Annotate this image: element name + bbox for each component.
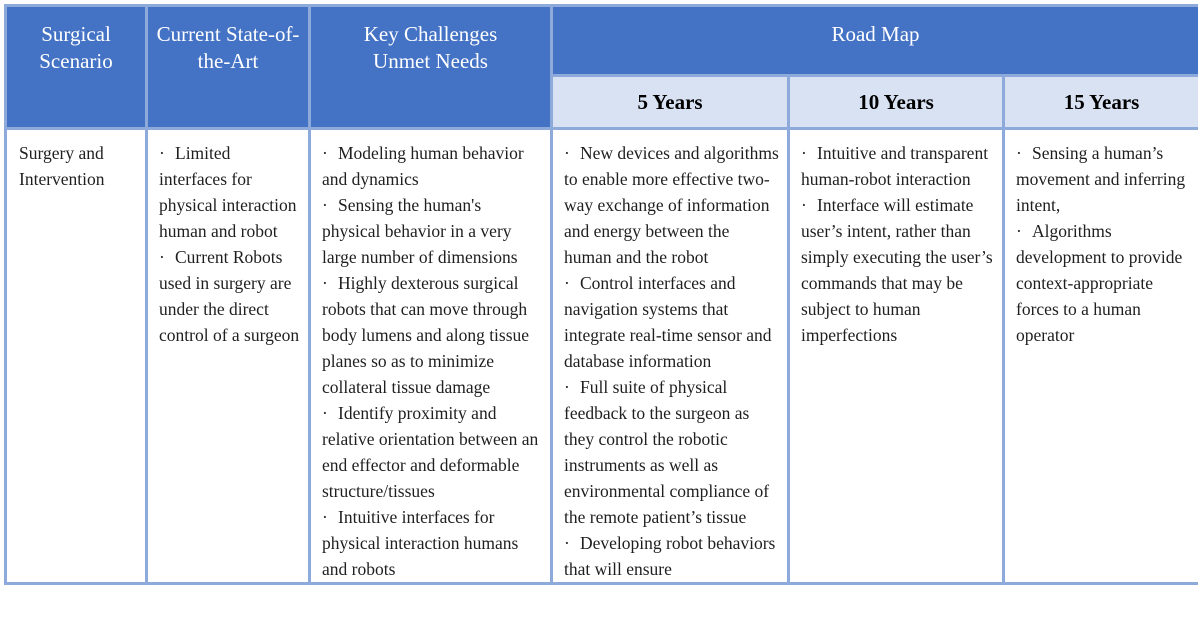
- bullet-icon: ·: [159, 143, 165, 163]
- bullet-icon: ·: [564, 143, 570, 163]
- cell-challenges: [310, 129, 552, 584]
- list-item: · Sensing the human's physical behavior in a very large number of dimensions: [322, 192, 542, 270]
- list-item: · Intuitive and transparent human-robot interaction: [801, 140, 994, 192]
- cell-scenario: Surgery and Intervention: [6, 129, 147, 584]
- header-surgical-scenario: Surgical Scenario: [6, 6, 147, 129]
- list-item: · Algorithms development to provide context-appropriate forces to a human operator: [1016, 218, 1190, 348]
- cell-5-years: [552, 129, 789, 584]
- header-15-years: 15 Years: [1004, 76, 1199, 129]
- bullet-icon: ·: [159, 247, 165, 267]
- bullet-icon: ·: [1016, 143, 1022, 163]
- bullet-icon: ·: [564, 273, 570, 293]
- list-item: · Modeling human behavior and dynamics: [322, 140, 542, 192]
- bullet-icon: ·: [322, 143, 328, 163]
- list-item: · Identify proximity and relative orientation between an end effector and deformable structure/tissues: [322, 400, 542, 504]
- list-item: · Interface will estimate user’s intent, rather than simply executing the user’s commands that may be subject to human imperfections: [801, 192, 994, 348]
- list-item: · Intuitive interfaces for physical interaction humans and robots: [322, 504, 542, 582]
- table-row: [6, 129, 1199, 584]
- bullet-icon: ·: [322, 195, 328, 215]
- header-5-years: 5 Years: [552, 76, 789, 129]
- bullet-icon: ·: [564, 377, 570, 397]
- cell-state-of-art: [147, 129, 310, 584]
- list-item: · Highly dexterous surgical robots that can move through body lumens and along tissue planes so as to minimize collateral tissue damage: [322, 270, 542, 400]
- roadmap-table: [4, 4, 1198, 585]
- header-current-state: Current State-of-the-Art: [147, 6, 310, 129]
- list-item: · Control interfaces and navigation systems that integrate real-time sensor and database information: [564, 270, 779, 374]
- list-item: · Sensing a human’s movement and inferring intent,: [1016, 140, 1190, 218]
- bullet-icon: ·: [322, 507, 328, 527]
- header-10-years: 10 Years: [789, 76, 1004, 129]
- bullet-icon: ·: [322, 273, 328, 293]
- header-key-challenges: Key Challenges Unmet Needs: [310, 6, 552, 129]
- bullet-icon: ·: [801, 143, 807, 163]
- cell-15-years: [1004, 129, 1199, 584]
- bullet-icon: ·: [1016, 221, 1022, 241]
- bullet-icon: ·: [322, 403, 328, 423]
- list-item: · Current Robots used in surgery are under the direct control of a surgeon: [159, 244, 300, 348]
- list-item: · Full suite of physical feedback to the surgeon as they control the robotic instruments as well as environmental compliance of the remote patient’s tissue: [564, 374, 779, 530]
- bullet-icon: ·: [564, 533, 570, 553]
- list-item: · New devices and algorithms to enable more effective two-way exchange of information and energy between the human and the robot: [564, 140, 779, 270]
- list-item: · Developing robot behaviors that will ensure: [564, 530, 779, 582]
- cell-10-years: [789, 129, 1004, 584]
- header-road-map: Road Map: [552, 6, 1199, 76]
- roadmap-table-container: [4, 4, 1198, 644]
- list-item: · Limited interfaces for physical interaction human and robot: [159, 140, 300, 244]
- bullet-icon: ·: [801, 195, 807, 215]
